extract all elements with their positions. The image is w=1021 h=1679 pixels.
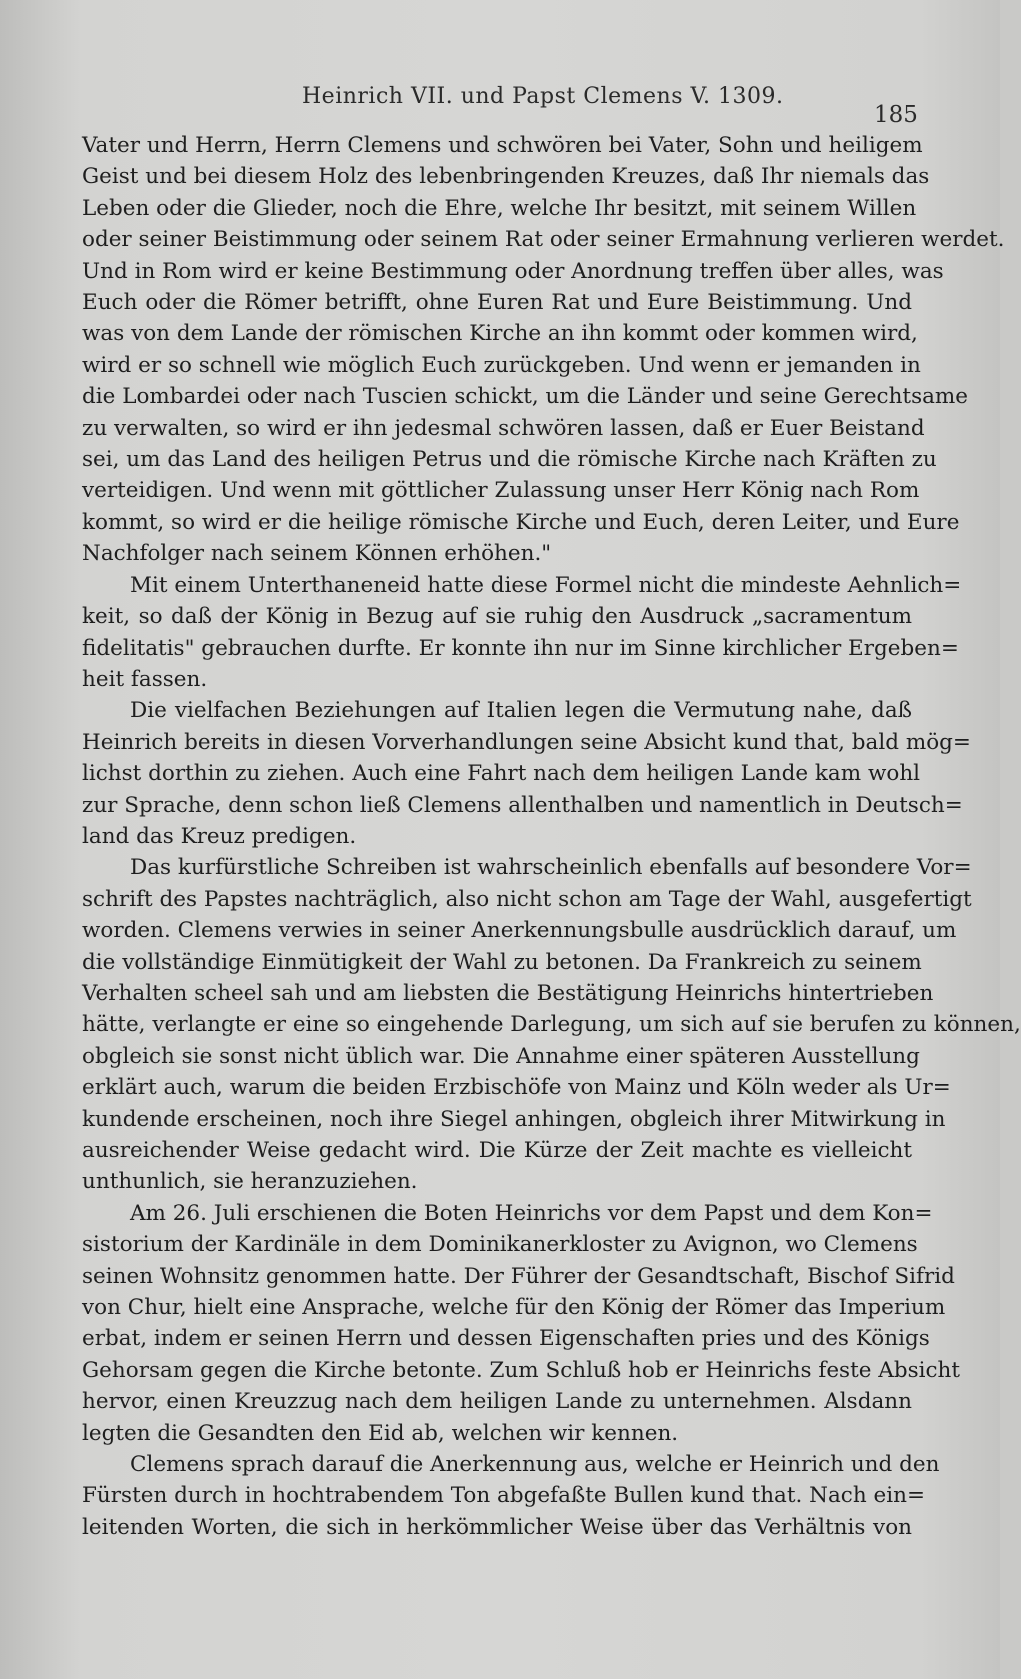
text-line: die Lombardei oder nach Tuscien schickt, um die Länder und seine Gerechtsame bbox=[82, 384, 969, 410]
text-line: Und in Rom wird er keine Bestimmung oder Anordnung treffen über alles, was bbox=[82, 258, 944, 284]
text-line: Die vielfachen Beziehungen auf Italien legen die Vermutung nahe, daß bbox=[130, 698, 912, 724]
text-line: Leben oder die Glieder, noch die Ehre, welche Ihr besitzt, mit seinem Willen bbox=[82, 195, 917, 221]
paragraph bbox=[82, 130, 1005, 570]
text-line: oder seiner Beistimmung oder seinem Rat oder seiner Ermahnung verlieren werdet. bbox=[82, 227, 1005, 253]
paragraph bbox=[82, 570, 962, 696]
text-line: zur Sprache, denn schon ließ Clemens allenthalben und namentlich in Deutsch= bbox=[82, 792, 963, 818]
text-line: sei, um das Land des heiligen Petrus und die römische Kirche nach Kräften zu bbox=[82, 447, 937, 473]
text-line: Mit einem Unterthaneneid hatte diese Formel nicht die mindeste Aehnlich= bbox=[130, 572, 962, 598]
paragraph bbox=[82, 695, 971, 852]
text-line: Clemens sprach darauf die Anerkennung aus, welche er Heinrich und den bbox=[130, 1452, 940, 1478]
text-line: sistorium der Kardinäle in dem Dominikanerkloster zu Avignon, wo Clemens bbox=[82, 1232, 918, 1258]
text-line: Euch oder die Römer betrifft, ohne Euren Rat und Eure Beistimmung. Und bbox=[82, 290, 912, 316]
paragraph bbox=[82, 852, 1021, 1197]
page-number: 185 bbox=[874, 102, 918, 128]
text-line: Vater und Herrn, Herrn Clemens und schwören bei Vater, Sohn und heiligem bbox=[82, 133, 923, 158]
text-line: keit, so daß der König in Bezug auf sie ruhig den Ausdruck „sacramentum bbox=[82, 604, 912, 630]
text-line: von Chur, hielt eine Ansprache, welche für den König der Römer das Imperium bbox=[82, 1295, 946, 1321]
text-line: unthunlich, sie heranzuziehen. bbox=[82, 1169, 418, 1195]
text-line: ausreichender Weise gedacht wird. Die Kürze der Zeit machte es vielleicht bbox=[82, 1138, 912, 1163]
text-line: heit fassen. bbox=[82, 666, 208, 692]
body-text bbox=[82, 130, 1021, 1543]
text-line: schrift des Papstes nachträglich, also nicht schon am Tage der Wahl, ausgefertigt bbox=[82, 886, 972, 912]
text-line: leitenden Worten, die sich in herkömmlicher Weise über das Verhältnis von bbox=[82, 1514, 912, 1540]
text-line: zu verwalten, so wird er ihn jedesmal schwören lassen, daß er Euer Beistand bbox=[82, 415, 925, 441]
text-line: kundende erscheinen, noch ihre Siegel anhingen, obgleich ihrer Mitwirkung in bbox=[82, 1106, 946, 1132]
text-line: hervor, einen Kreuzzug nach dem heiligen Lande zu unternehmen. Alsdann bbox=[82, 1389, 912, 1415]
text-line: erklärt auch, warum die beiden Erzbischöfe von Mainz und Köln weder als Ur= bbox=[82, 1075, 951, 1101]
text-line: land das Kreuz predigen. bbox=[82, 823, 357, 849]
text-line: hätte, verlangte er eine so eingehende Darlegung, um sich auf sie berufen zu können, bbox=[82, 1012, 1021, 1038]
text-line: worden. Clemens verwies in seiner Anerkennungsbulle ausdrücklich darauf, um bbox=[82, 918, 957, 944]
text-line: obgleich sie sonst nicht üblich war. Die Annahme einer späteren Ausstellung bbox=[82, 1043, 920, 1069]
text-line: verteidigen. Und wenn mit göttlicher Zulassung unser Herr König nach Rom bbox=[82, 478, 920, 504]
running-title: Heinrich VII. und Papst Clemens V. 1309. bbox=[302, 84, 784, 109]
text-line: legten die Gesandten den Eid ab, welchen wir kennen. bbox=[82, 1420, 679, 1446]
text-line: Gehorsam gegen die Kirche betonte. Zum Schluß hob er Heinrichs feste Absicht bbox=[82, 1357, 961, 1383]
text-line: Das kurfürstliche Schreiben ist wahrscheinlich ebenfalls auf besondere Vor= bbox=[130, 855, 972, 881]
paragraph bbox=[82, 1449, 940, 1543]
text-line: erbat, indem er seinen Herrn und dessen Eigenschaften pries und des Königs bbox=[82, 1326, 930, 1352]
text-line: lichst dorthin zu ziehen. Auch eine Fahrt nach dem heiligen Lande kam wohl bbox=[82, 761, 921, 787]
text-line: Verhalten scheel sah und am liebsten die Bestätigung Heinrichs hintertrieben bbox=[82, 980, 934, 1006]
paragraph bbox=[82, 1198, 961, 1449]
text-line: fidelitatis" gebrauchen durfte. Er konnte ihn nur im Sinne kirchlicher Ergeben= bbox=[82, 635, 959, 661]
text-line: Heinrich bereits in diesen Vorverhandlungen seine Absicht kund that, bald mög= bbox=[82, 729, 971, 755]
text-line: die vollständige Einmütigkeit der Wahl zu betonen. Da Frankreich zu seinem bbox=[82, 949, 922, 975]
text-line: wird er so schnell wie möglich Euch zurückgeben. Und wenn er jemanden in bbox=[82, 352, 921, 378]
text-line: was von dem Lande der römischen Kirche an ihn kommt oder kommen wird, bbox=[82, 321, 918, 347]
text-line: Nachfolger nach seinem Können erhöhen." bbox=[82, 541, 552, 567]
page-header bbox=[0, 84, 1000, 128]
text-line: seinen Wohnsitz genommen hatte. Der Führer der Gesandtschaft, Bischof Sifrid bbox=[82, 1263, 955, 1289]
text-line: Geist und bei diesem Holz des lebenbringenden Kreuzes, daß Ihr niemals das bbox=[82, 164, 930, 190]
text-line: kommt, so wird er die heilige römische Kirche und Euch, deren Leiter, und Eure bbox=[82, 509, 960, 535]
text-line: Fürsten durch in hochtrabendem Ton abgefaßte Bullen kund that. Nach ein= bbox=[82, 1483, 925, 1509]
text-line: Am 26. Juli erschienen die Boten Heinrichs vor dem Papst und dem Kon= bbox=[130, 1200, 933, 1226]
